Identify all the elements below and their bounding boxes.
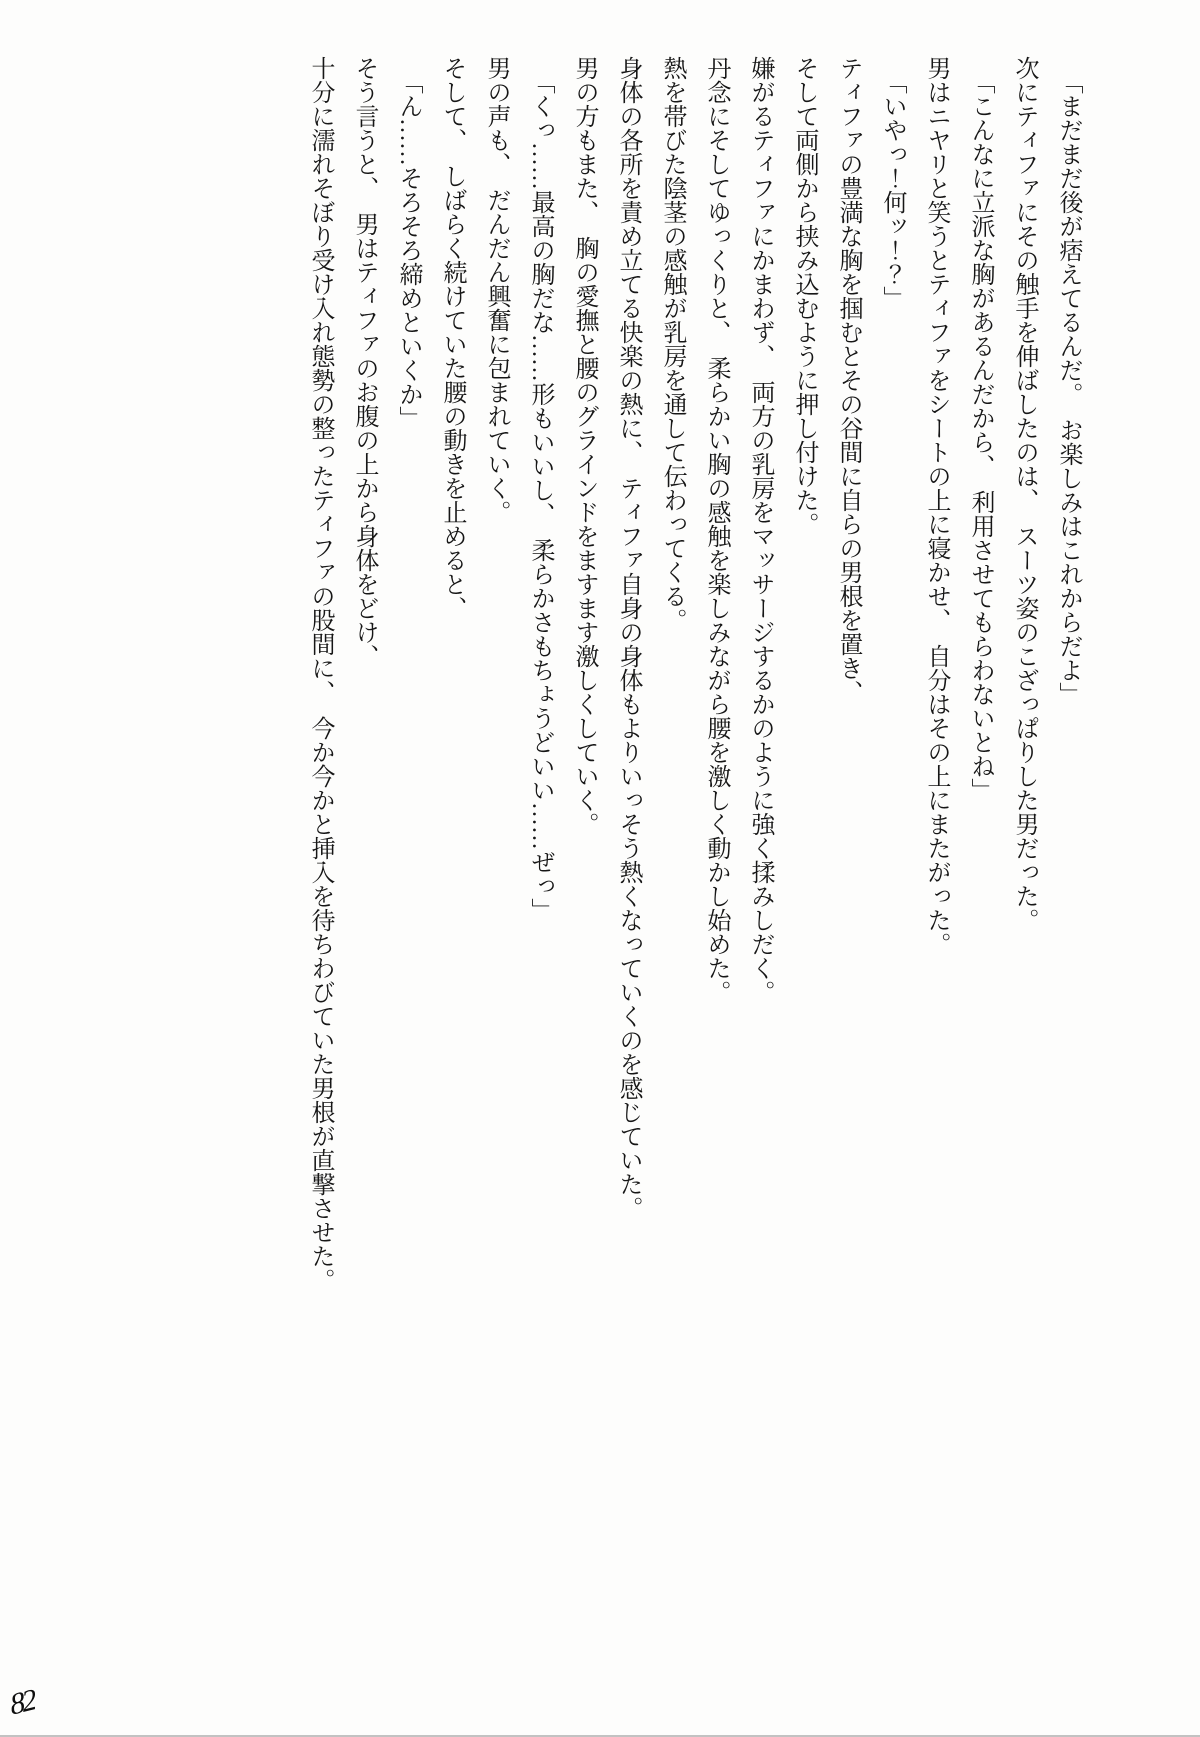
text-column: 嫌がるティファにかまわず、 両方の乳房をマッサージするかのように強く揉みしだく。 [747, 56, 773, 1004]
text-column: 男の方もまた、 胸の愛撫と腰のグラインドをますます激しくしていく。 [571, 56, 597, 836]
text-column: 十分に濡れそぼり受け入れ態勢の整ったティファの股間に、 今か今かと挿入を待ちわびていた男根が直撃させた。 [307, 56, 333, 1292]
vertical-text-block [298, 56, 1090, 1486]
text-column: ティファの豊満な胸を掴むとその谷間に自らの男根を置き、 [835, 56, 861, 704]
text-column: 男の声も、 だんだん興奮に包まれていく。 [483, 56, 509, 524]
page-number-handwritten: 82 [7, 1683, 36, 1722]
text-column: 「くっ……最高の胸だな……形もいいし、 柔らかさもちょうどいい……ぜっ」 [527, 70, 553, 922]
text-column: 男はニヤリと笑うとティファをシートの上に寝かせ、 自分はその上にまたがった。 [923, 56, 949, 956]
text-column: そう言うと、 男はティファのお腹の上から身体をどけ、 [351, 56, 377, 668]
text-column: 「こんなに立派な胸があるんだから、 利用させてもらわないとね」 [967, 70, 993, 802]
text-column: そして、 しばらく続けていた腰の動きを止めると、 [439, 56, 465, 620]
text-column: 熱を帯びた陰茎の感触が乳房を通して伝わってくる。 [659, 56, 685, 632]
text-column: 「ん……そろそろ締めといくか」 [395, 70, 421, 430]
text-column: 「いやっ！何ッ！？」 [879, 70, 905, 310]
text-column: 丹念にそしてゆっくりと、 柔らかい胸の感触を楽しみながら腰を激しく動かし始めた。 [703, 56, 729, 1004]
text-column: 「まだまだ後が痞えてるんだ。 お楽しみはこれからだよ」 [1055, 70, 1081, 706]
text-column: 身体の各所を責め立てる快楽の熱に、 ティファ自身の身体もよりいっそう熱くなっていくのを感じていた。 [615, 56, 641, 1220]
text-column: 次にティファにその触手を伸ばしたのは、 スーツ姿のこざっぱりした男だった。 [1011, 56, 1037, 932]
text-column: そして両側から挟み込むように押し付けた。 [791, 56, 817, 536]
